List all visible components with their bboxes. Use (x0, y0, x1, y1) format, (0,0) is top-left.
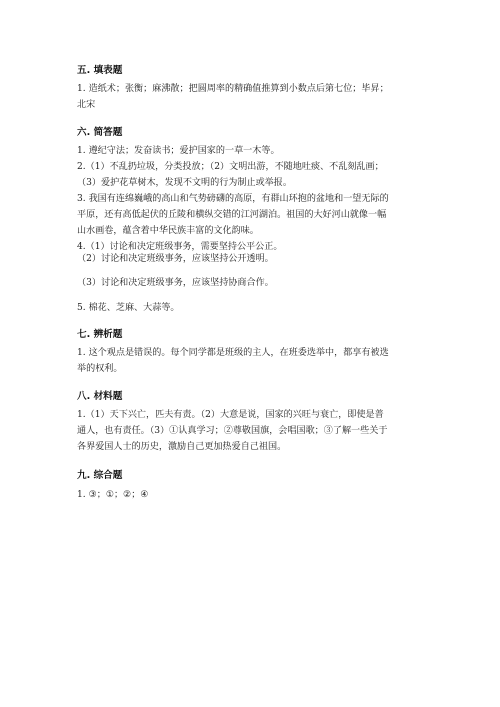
section-heading-analysis: 七. 辨析题 (77, 329, 123, 340)
answer-paragraph (77, 487, 429, 503)
answer-line: 平原，还有高低起伏的丘陵和横纵交错的江河湖泊。祖国的大好河山就像一幅 (77, 210, 387, 220)
section-heading-fill-table: 五. 填表题 (77, 65, 123, 76)
answer-line: 北宋 (77, 100, 96, 110)
answer-line: 4.（1）讨论和决定班级事务，需要坚持公平公正。 (77, 242, 283, 252)
answer-paragraph (77, 300, 429, 316)
answer-line: 1. 遵纪守法；发奋读书；爱护国家的一草一木等。 (77, 146, 280, 156)
answer-line: （3）爱护花草树木，发现不文明的行为制止或举报。 (77, 178, 292, 188)
answer-paragraph (77, 275, 429, 291)
answer-paragraph (77, 81, 429, 113)
section-heading-short-answer: 六. 简答题 (77, 127, 123, 138)
answer-paragraph (77, 345, 429, 377)
answer-paragraph (77, 251, 429, 267)
answer-paragraph (77, 143, 429, 255)
answer-paragraph (77, 407, 429, 455)
answer-line: （3）讨论和决定班级事务，应该坚持协商合作。 (77, 278, 274, 288)
answer-line: （2）讨论和决定班级事务，应该坚持公开透明。 (77, 254, 274, 264)
answer-line: 2.（1）不乱扔垃圾，分类投放；（2）文明出游，不随地吐痰、不乱刻乱画； (77, 162, 384, 172)
section-heading-material: 八. 材料题 (77, 391, 123, 402)
answer-line: 1. 造纸术；张衡；麻沸散；把圆周率的精确值推算到小数点后第七位；毕昇； (77, 84, 389, 94)
answer-line: 山水画卷，蕴含着中华民族丰富的文化韵味。 (77, 226, 259, 236)
answer-line: 通人，也有责任。（3）①认真学习；②尊敬国旗，会唱国歌；③了解一些关于 (77, 426, 388, 436)
answer-line: 5. 棉花、芝麻、大蒜等。 (77, 303, 180, 313)
section-heading-comprehensive: 九. 综合题 (77, 470, 123, 481)
answer-line: 1. ③；①；②；④ (77, 490, 149, 500)
answer-line: 3. 我国有连绵巍峨的高山和气势磅礴的高原，有群山环抱的盆地和一望无际的 (77, 194, 389, 204)
answer-line: 1. 这个观点是错误的。每个同学都是班级的主人，在班委选举中，都享有被选 (77, 348, 389, 358)
answer-line: 各界爱国人士的历史，激励自己更加热爱自己祖国。 (77, 442, 287, 452)
answer-line: 举的权利。 (77, 364, 123, 374)
answer-line: 1.（1）天下兴亡，匹夫有责。（2）大意是说，国家的兴旺与衰亡，即使是普 (77, 410, 384, 420)
